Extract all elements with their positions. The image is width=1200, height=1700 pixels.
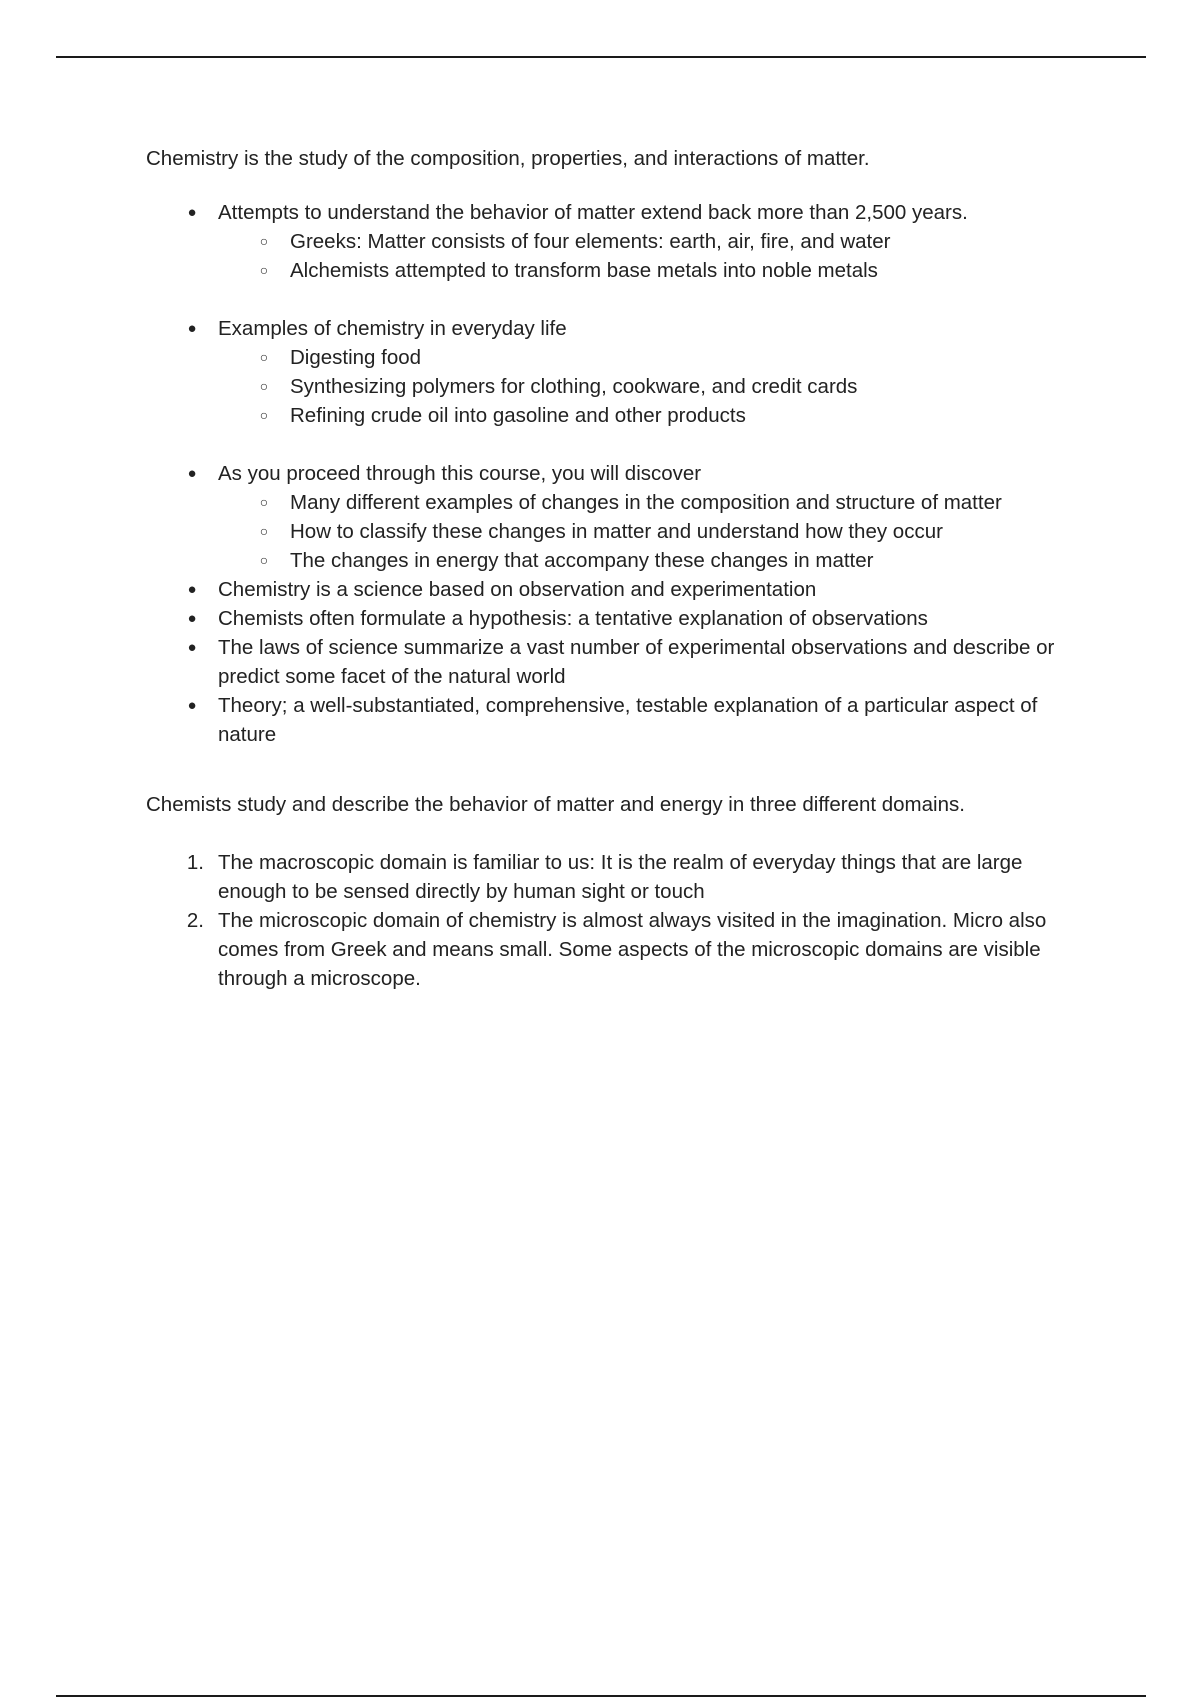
bullet-glyph: ● bbox=[187, 581, 197, 598]
sub-list-item-text: Synthesizing polymers for clothing, cookware, and credit cards bbox=[290, 375, 858, 398]
sub-list-item bbox=[259, 343, 1110, 372]
sub-list-item bbox=[259, 227, 1110, 256]
sub-bullet-glyph: ○ bbox=[259, 523, 269, 539]
bullet-glyph: ● bbox=[187, 320, 197, 337]
sub-bullet-glyph: ○ bbox=[259, 552, 269, 568]
list-item-text: Chemists often formulate a hypothesis: a tentative explanation of observations bbox=[218, 607, 928, 630]
list-item bbox=[187, 604, 1078, 633]
sub-list-item-text: How to classify these changes in matter and understand how they occur bbox=[290, 520, 943, 543]
sub-list-item-text: Greeks: Matter consists of four elements: earth, air, fire, and water bbox=[290, 230, 891, 253]
sub-list-item-text: The changes in energy that accompany these changes in matter bbox=[290, 549, 874, 572]
intro-paragraph: Chemistry is the study of the composition, properties, and interactions of matter. bbox=[146, 147, 870, 170]
bullet-glyph: ● bbox=[187, 610, 197, 627]
bullet-glyph: ● bbox=[187, 639, 197, 656]
bullet-glyph: ● bbox=[187, 697, 197, 714]
sub-bullet-glyph: ○ bbox=[259, 407, 269, 423]
sub-bullet-glyph: ○ bbox=[259, 378, 269, 394]
sub-list-item bbox=[259, 256, 1110, 285]
sub-bullet-glyph: ○ bbox=[259, 494, 269, 510]
bullet-glyph: ● bbox=[187, 465, 197, 482]
sub-list-item-text: Refining crude oil into gasoline and other products bbox=[290, 404, 746, 427]
sub-list-item bbox=[259, 401, 1110, 430]
list-item bbox=[187, 198, 1078, 227]
list-item bbox=[187, 575, 1078, 604]
list-item-text: The laws of science summarize a vast number of experimental observations and describe or predict some facet of the natural world bbox=[218, 636, 1055, 688]
numbered-item bbox=[186, 848, 1078, 906]
sub-list-item-text: Alchemists attempted to transform base metals into noble metals bbox=[290, 259, 878, 282]
numbered-item-text: The macroscopic domain is familiar to us: It is the realm of everyday things that are large enough to be sensed directly by human sight or touch bbox=[218, 851, 1023, 903]
list-item bbox=[187, 314, 1078, 343]
list-item-text: Attempts to understand the behavior of matter extend back more than 2,500 years. bbox=[218, 201, 968, 224]
sub-bullet-glyph: ○ bbox=[259, 233, 269, 249]
domains-paragraph: Chemists study and describe the behavior of matter and energy in three different domains. bbox=[146, 793, 965, 816]
top-rule bbox=[56, 56, 1146, 58]
list-item-text: Examples of chemistry in everyday life bbox=[218, 317, 567, 340]
sub-list-item bbox=[259, 517, 1110, 546]
item-number: 2. bbox=[186, 909, 204, 932]
sub-list-item bbox=[259, 372, 1110, 401]
sub-list-item-text: Digesting food bbox=[290, 346, 422, 369]
bullet-glyph: ● bbox=[187, 204, 197, 221]
sub-list-item bbox=[259, 546, 1110, 575]
list-item-text: Chemistry is a science based on observation and experimentation bbox=[218, 578, 817, 601]
numbered-item-text: The microscopic domain of chemistry is almost always visited in the imagination. Micro also comes from Greek and means small. Some aspects of the microscopic domains are visible through a microscope. bbox=[218, 909, 1047, 990]
bottom-rule bbox=[56, 1695, 1146, 1697]
list-item bbox=[187, 633, 1078, 691]
sub-bullet-glyph: ○ bbox=[259, 262, 269, 278]
numbered-item bbox=[186, 906, 1078, 993]
sub-list-item-text: Many different examples of changes in the composition and structure of matter bbox=[290, 491, 1002, 514]
item-number: 1. bbox=[186, 851, 204, 874]
list-item-text: As you proceed through this course, you will discover bbox=[218, 462, 702, 485]
sub-bullet-glyph: ○ bbox=[259, 349, 269, 365]
list-item-text: Theory; a well-substantiated, comprehensive, testable explanation of a particular aspect of nature bbox=[218, 694, 1038, 746]
list-item bbox=[187, 691, 1078, 749]
list-item bbox=[187, 459, 1078, 488]
sub-list-item bbox=[259, 488, 1110, 517]
